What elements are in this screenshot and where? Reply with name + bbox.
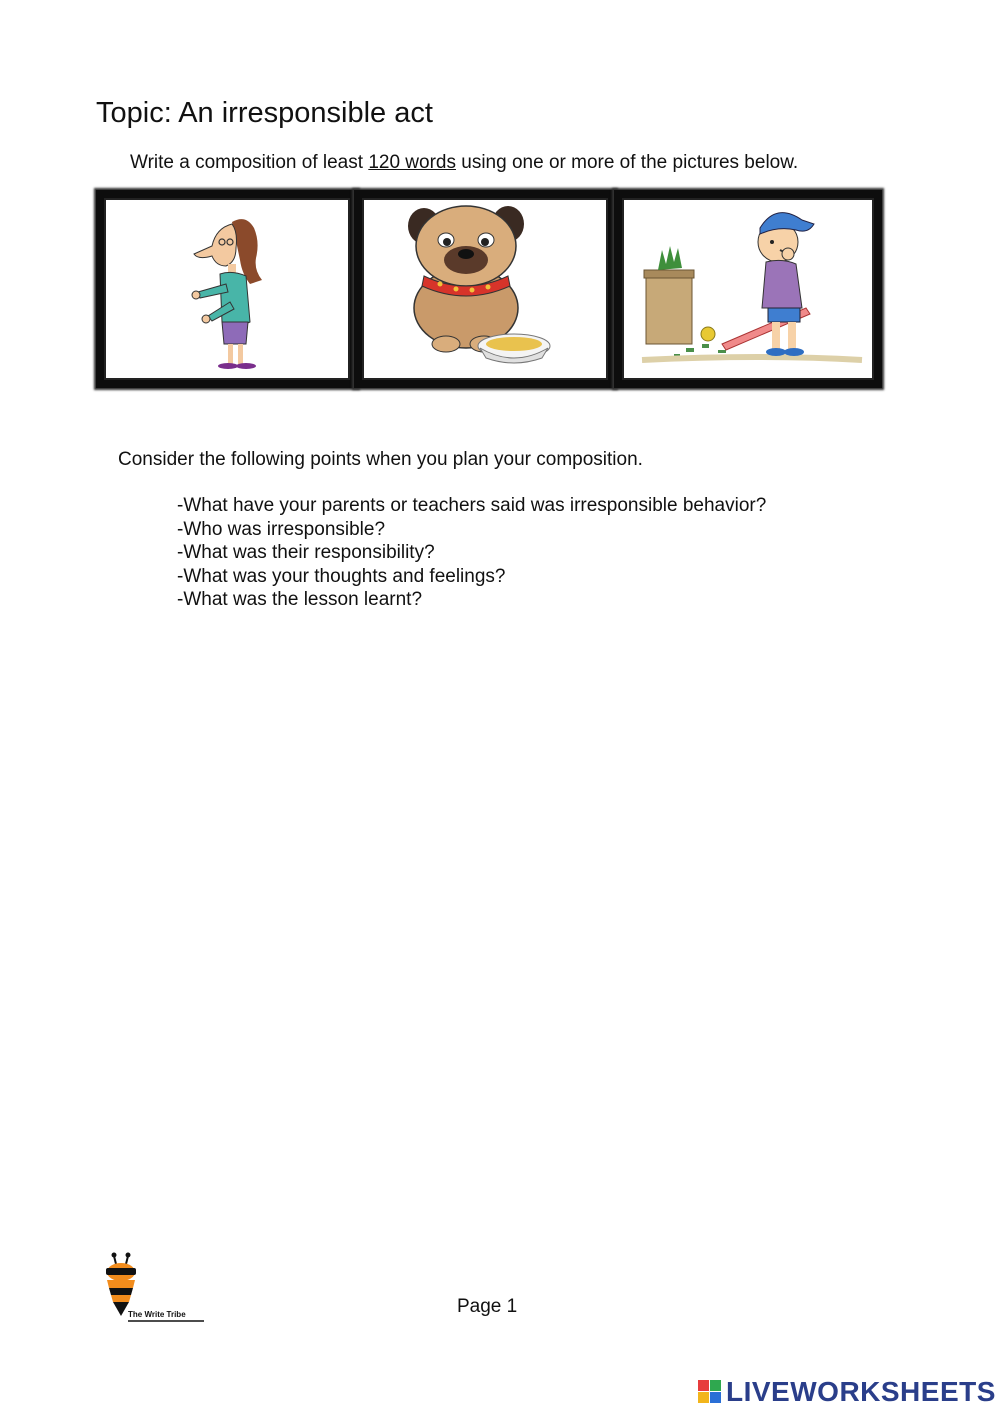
instruction-text (130, 152, 798, 174)
page-number: Page 1 (457, 1296, 518, 1317)
picture-panel-dog (354, 190, 616, 388)
page-title: Topic: An irresponsible act (96, 97, 433, 129)
list-item: -What was their responsibility? (177, 542, 435, 563)
instruction-after: using one or more of the pictures below. (455, 152, 799, 173)
picture-panel-boy (614, 190, 882, 388)
instruction-before: Write a composition of least (130, 152, 369, 173)
picture-panel-woman (96, 190, 358, 388)
boy-broken-pot-icon (622, 198, 874, 380)
woman-pointing-icon (104, 198, 350, 380)
list-item: -What was the lesson learnt? (177, 589, 423, 610)
brand-name: LIVEWORKSHEETS (726, 1376, 996, 1407)
consider-text: Consider the following points when you plan your composition. (118, 449, 643, 470)
list-item: -Who was irresponsible? (177, 518, 386, 540)
picture-strip (96, 190, 882, 388)
list-item: -What was your thoughts and feelings? (177, 565, 506, 587)
word-count: 120 words (368, 152, 456, 173)
logo-text: The Write Tribe (128, 1310, 186, 1319)
points-list (177, 494, 766, 612)
list-item: -What have your parents or teachers said was irresponsible behavior? (177, 495, 767, 516)
sad-dog-bowl-icon (362, 198, 608, 380)
bee-logo-icon (96, 1250, 208, 1326)
